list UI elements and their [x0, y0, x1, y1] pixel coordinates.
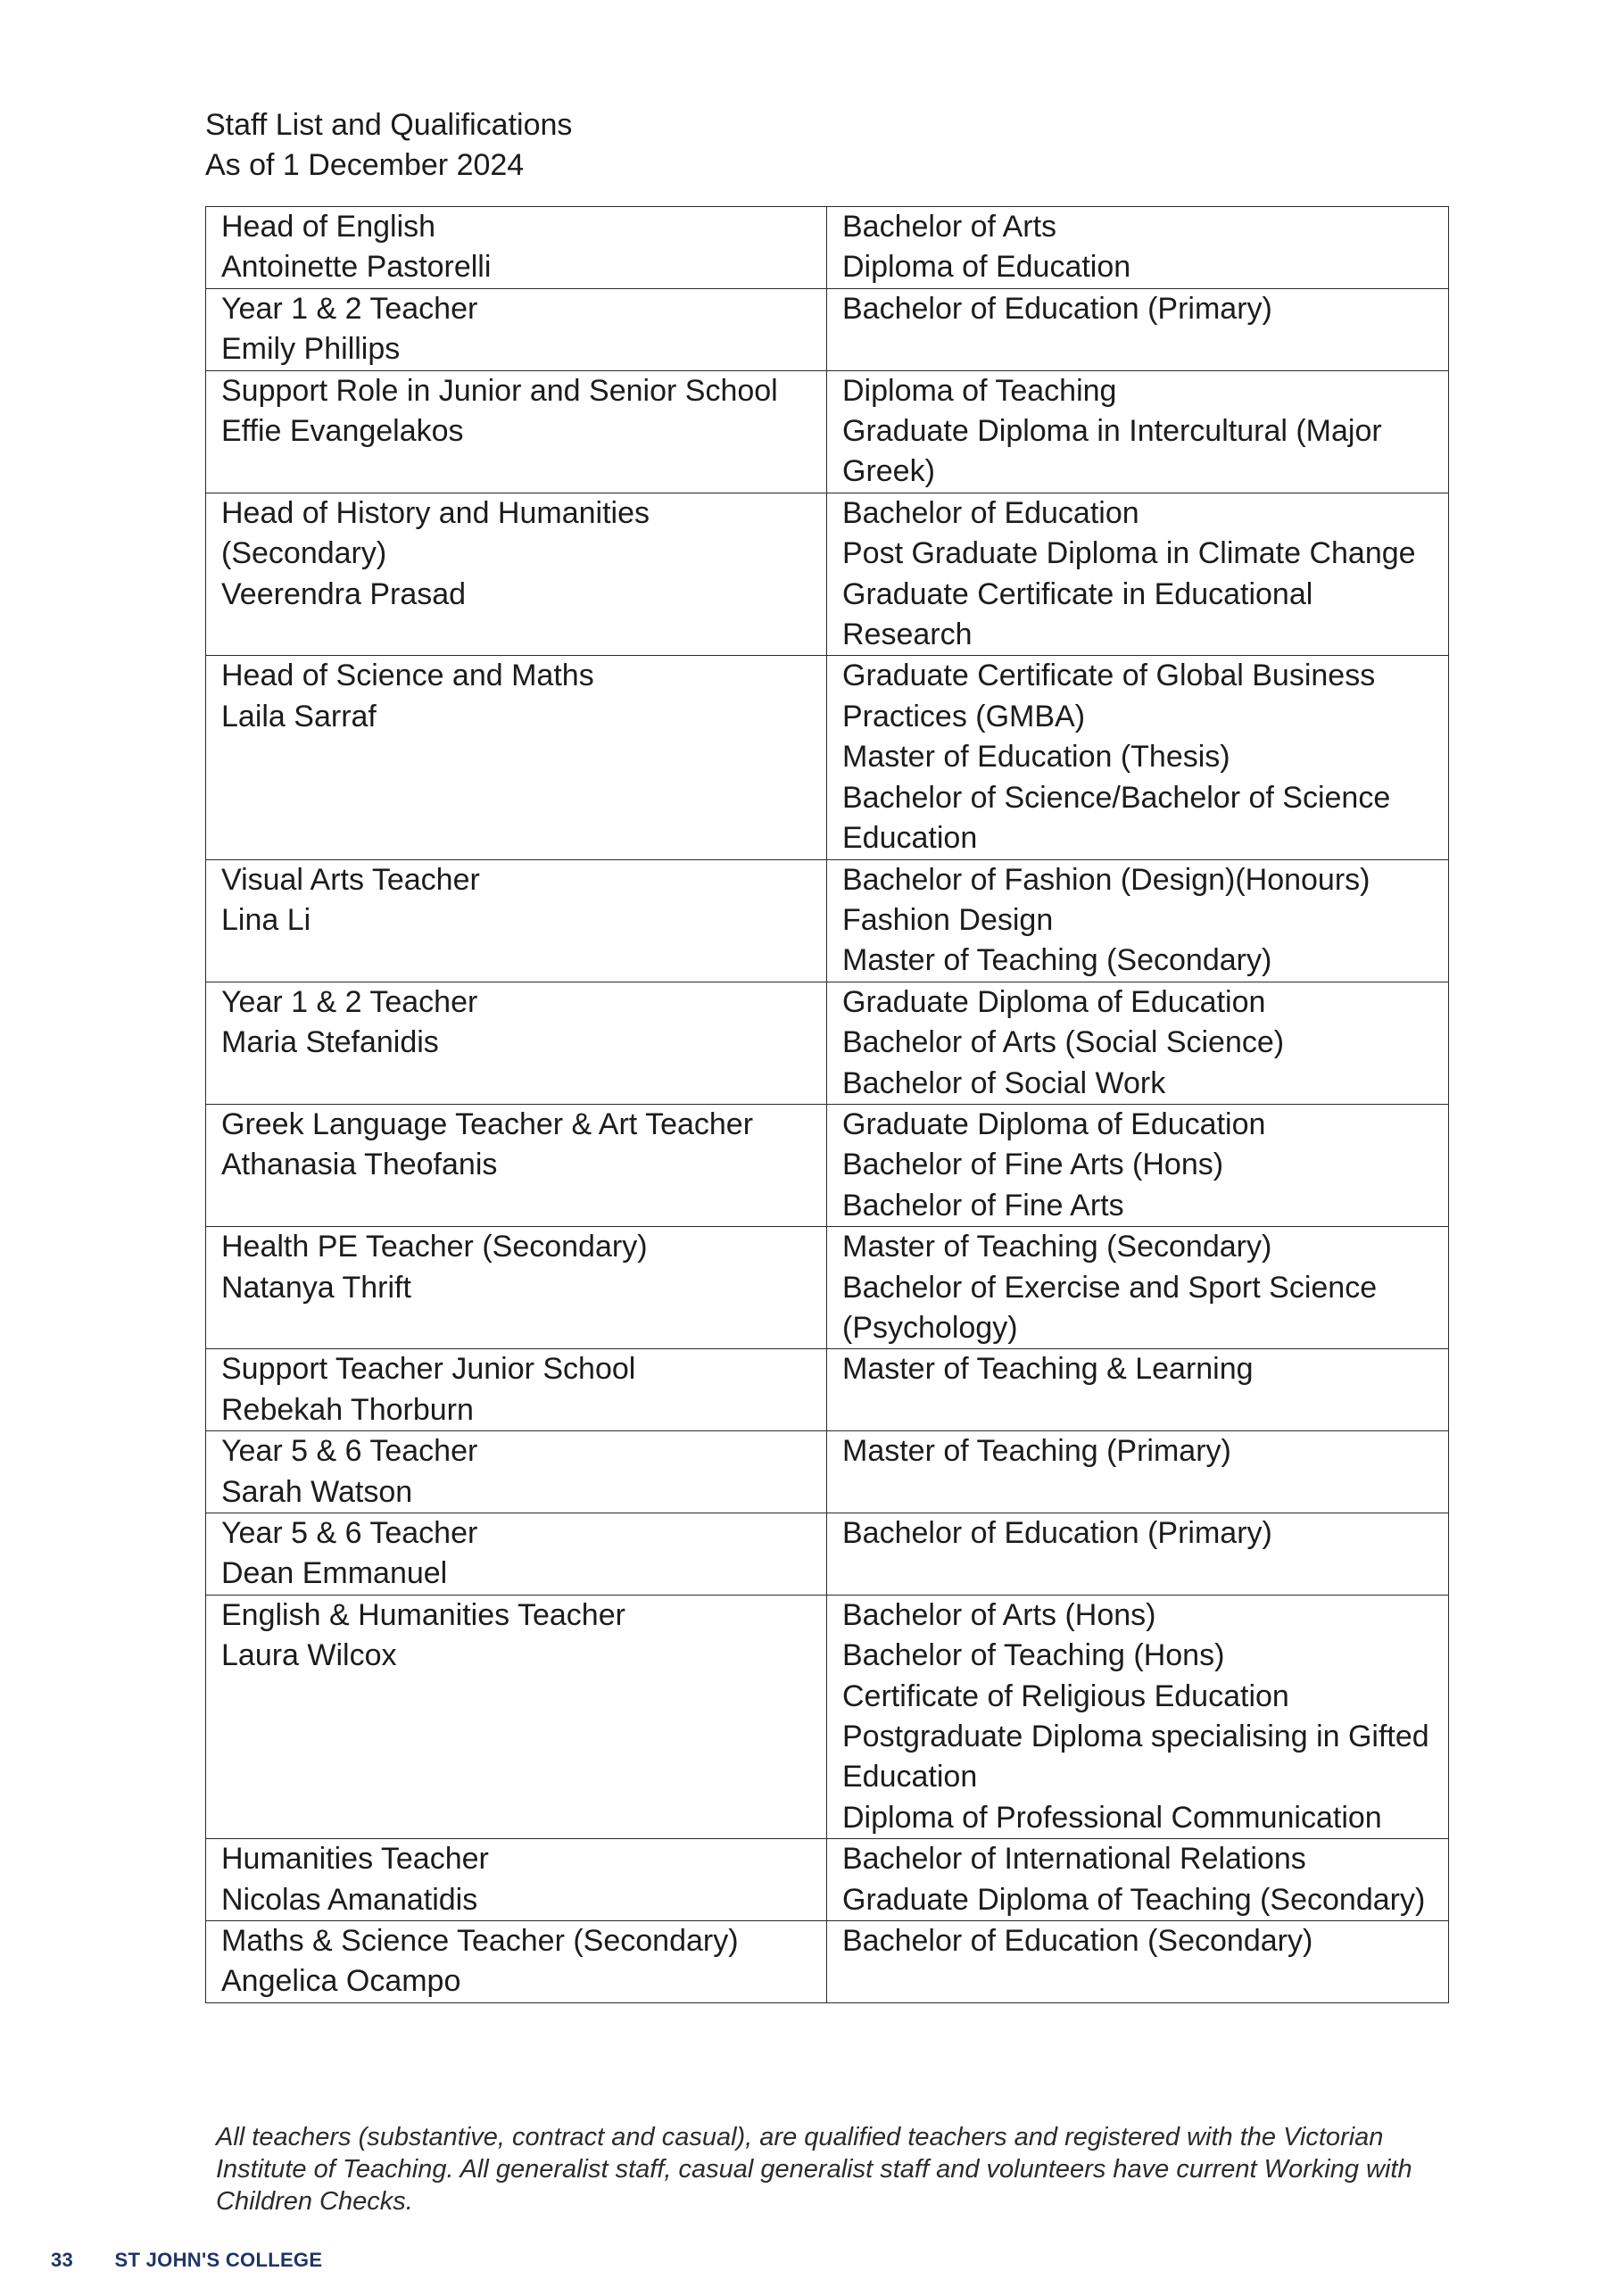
qualifications-cell [827, 1839, 1449, 1921]
staff-name: Angelica Ocampo [221, 1964, 461, 1999]
qualification: Bachelor of Education (Primary) [842, 291, 1272, 326]
staff-cell [206, 656, 827, 859]
staff-cell [206, 1431, 827, 1513]
staff-role: Year 5 & 6 Teacher [221, 1434, 478, 1469]
staff-name: Effie Evangelakos [221, 414, 464, 449]
staff-name: Athanasia Theofanis [221, 1148, 498, 1182]
qualification: Graduate Diploma of Education [842, 984, 1266, 1019]
qualifications-cell [827, 370, 1449, 493]
qualifications-cell [827, 1513, 1449, 1596]
qualifications-cell [827, 859, 1449, 982]
qualification: Master of Education (Thesis) [842, 740, 1230, 775]
staff-role: Head of History and Humanities (Secondary) [221, 495, 650, 571]
qualification: Bachelor of Fine Arts (Hons) [842, 1148, 1224, 1182]
staff-cell [206, 1595, 827, 1838]
staff-name: Sarah Watson [221, 1474, 413, 1509]
staff-cell [206, 288, 827, 370]
page-number: 33 [51, 2249, 74, 2271]
qualification: Graduate Certificate in Educational Research [842, 576, 1313, 652]
table-row [206, 1349, 1449, 1431]
staff-role: Humanities Teacher [221, 1842, 489, 1877]
qualifications-cell [827, 1595, 1449, 1838]
qualifications-cell [827, 982, 1449, 1104]
page-date: As of 1 December 2024 [205, 148, 525, 182]
qualifications-cell [827, 1227, 1449, 1349]
table-row [206, 1104, 1449, 1226]
qualification: Bachelor of Teaching (Hons) [842, 1638, 1225, 1673]
staff-name: Dean Emmanuel [221, 1556, 448, 1591]
table-row [206, 370, 1449, 493]
table-row [206, 493, 1449, 656]
qualifications-cell [827, 656, 1449, 859]
qualification: Bachelor of Education (Primary) [842, 1516, 1272, 1550]
qualification: Bachelor of International Relations [842, 1842, 1306, 1877]
staff-role: Health PE Teacher (Secondary) [221, 1230, 648, 1264]
qualification: Master of Teaching (Secondary) [842, 1230, 1272, 1264]
staff-cell [206, 1839, 827, 1921]
staff-cell [206, 1513, 827, 1596]
table-row [206, 1921, 1449, 2003]
staff-name: Nicolas Amanatidis [221, 1882, 478, 1917]
staff-role: Support Role in Junior and Senior School [221, 373, 778, 408]
school-name: ST JOHN'S COLLEGE [114, 2249, 323, 2271]
table-row [206, 1839, 1449, 1921]
qualification: Master of Teaching & Learning [842, 1352, 1254, 1387]
staff-name: Veerendra Prasad [221, 576, 467, 611]
staff-role: English & Humanities Teacher [221, 1597, 625, 1632]
staff-name: Emily Phillips [221, 332, 401, 367]
qualification: Bachelor of Arts (Social Science) [842, 1025, 1285, 1060]
qualification: Diploma of Professional Communication [842, 1800, 1382, 1835]
qualification: Post Graduate Diploma in Climate Change [842, 536, 1416, 571]
table-row [206, 656, 1449, 859]
qualifications-cell [827, 1104, 1449, 1226]
qualification: Graduate Certificate of Global Business Practices (GMBA) [842, 659, 1376, 734]
qualification: Diploma of Education [842, 250, 1131, 285]
staff-name: Laura Wilcox [221, 1638, 397, 1673]
qualification: Diploma of Teaching [842, 373, 1117, 408]
staff-role: Maths & Science Teacher (Secondary) [221, 1924, 739, 1959]
staff-cell [206, 370, 827, 493]
qualifications-cell [827, 1921, 1449, 2003]
staff-cell [206, 1349, 827, 1431]
staff-cell [206, 982, 827, 1104]
qualification: Bachelor of Social Work [842, 1065, 1166, 1100]
qualification: Bachelor of Exercise and Sport Science (Psychology) [842, 1270, 1378, 1345]
qualification: Bachelor of Arts [842, 210, 1057, 244]
staff-name: Rebekah Thorburn [221, 1392, 474, 1427]
qualification: Graduate Diploma in Intercultural (Major Greek) [842, 414, 1382, 489]
qualifications-cell [827, 1349, 1449, 1431]
qualification-note: All teachers (substantive, contract and casual), are qualified teachers and registered with the Victorian Institute of Teaching. All generalist staff, casual generalist staff and volunteers have current Working with Children Checks. [216, 2123, 1412, 2216]
qualification: Graduate Diploma of Teaching (Secondary) [842, 1882, 1426, 1917]
qualification: Graduate Diploma of Education [842, 1107, 1266, 1141]
table-row [206, 982, 1449, 1104]
table-row [206, 1227, 1449, 1349]
page-heading [205, 105, 572, 186]
table-row [206, 1513, 1449, 1596]
staff-role: Head of English [221, 210, 436, 244]
page-title: Staff List and Qualifications [205, 108, 573, 142]
table-row [206, 288, 1449, 370]
staff-role: Head of Science and Maths [221, 659, 594, 693]
staff-name: Antoinette Pastorelli [221, 250, 492, 285]
staff-table-body [206, 207, 1449, 2003]
staff-name: Maria Stefanidis [221, 1025, 439, 1060]
staff-name: Laila Sarraf [221, 699, 377, 734]
qualification: Bachelor of Arts (Hons) [842, 1597, 1156, 1632]
qualification: Bachelor of Fine Arts [842, 1188, 1124, 1223]
qualification: Postgraduate Diploma specialising in Gifted Education [842, 1720, 1429, 1795]
qualifications-cell [827, 1431, 1449, 1513]
page-footer [51, 2249, 322, 2272]
staff-cell [206, 1104, 827, 1226]
qualification: Bachelor of Fashion (Design)(Honours) Fashion Design [842, 862, 1370, 937]
qualification: Certificate of Religious Education [842, 1678, 1289, 1713]
qualifications-cell [827, 288, 1449, 370]
staff-cell [206, 859, 827, 982]
staff-role: Year 1 & 2 Teacher [221, 984, 478, 1019]
staff-role: Year 1 & 2 Teacher [221, 291, 478, 326]
qualifications-cell [827, 493, 1449, 656]
staff-table [205, 206, 1449, 2003]
staff-cell [206, 1227, 827, 1349]
table-row [206, 859, 1449, 982]
staff-role: Year 5 & 6 Teacher [221, 1516, 478, 1550]
staff-cell [206, 207, 827, 289]
qualification: Master of Teaching (Primary) [842, 1434, 1231, 1469]
table-row [206, 1595, 1449, 1838]
table-row [206, 1431, 1449, 1513]
qualification: Bachelor of Education [842, 495, 1139, 530]
staff-role: Support Teacher Junior School [221, 1352, 636, 1387]
staff-role: Greek Language Teacher & Art Teacher [221, 1107, 754, 1141]
staff-cell [206, 1921, 827, 2003]
staff-name: Lina Li [221, 902, 311, 937]
qualifications-cell [827, 207, 1449, 289]
qualification: Bachelor of Science/Bachelor of Science Education [842, 780, 1391, 856]
qualification: Master of Teaching (Secondary) [842, 943, 1272, 978]
staff-role: Visual Arts Teacher [221, 862, 480, 897]
staff-name: Natanya Thrift [221, 1270, 411, 1305]
qualification: Bachelor of Education (Secondary) [842, 1924, 1313, 1959]
table-row [206, 207, 1449, 289]
staff-cell [206, 493, 827, 656]
